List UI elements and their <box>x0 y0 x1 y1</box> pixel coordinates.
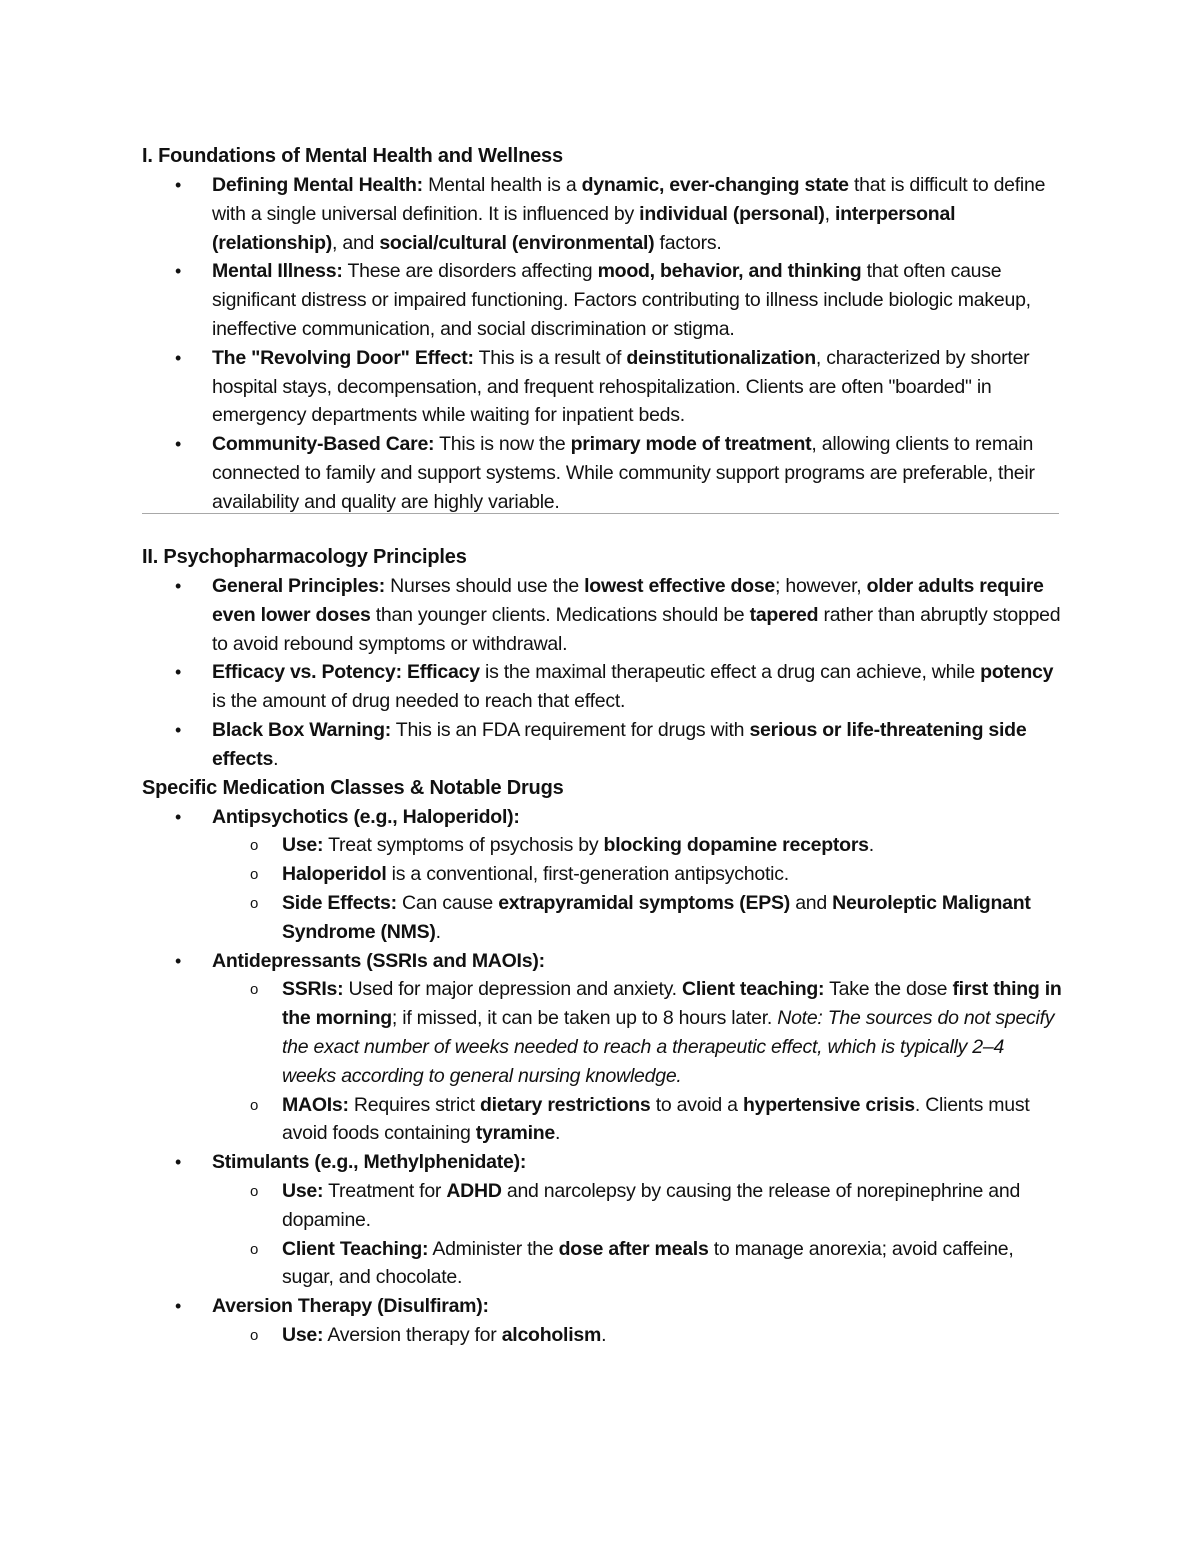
text-run: Treat symptoms of psychosis by <box>323 834 604 857</box>
bold-text: blocking dopamine receptors <box>603 834 869 857</box>
list-item <box>142 257 1062 343</box>
text-run: This is an FDA requirement for drugs with <box>390 718 750 741</box>
text-run: , <box>824 202 835 225</box>
bullet-dot-icon: • <box>175 1296 182 1317</box>
text-run: Treatment for <box>323 1179 447 1202</box>
bold-text: Black Box Warning: <box>212 718 391 741</box>
bold-text: social/cultural (environmental) <box>379 231 655 254</box>
bold-text: General Principles: <box>212 575 385 597</box>
text-run: ; if missed, it can be taken up to 8 hours later. <box>391 1007 778 1030</box>
bold-text: Antipsychotics (e.g., Haloperidol): <box>212 805 520 828</box>
bold-text: hypertensive crisis <box>742 1093 915 1116</box>
text-run: , and <box>332 231 380 254</box>
bold-text: Use: <box>282 1179 324 1202</box>
bullet-circle-icon: o <box>250 1240 259 1258</box>
bold-text: alcoholism <box>501 1323 602 1346</box>
bold-text: primary mode of treatment <box>570 433 812 456</box>
heading-medication-classes: Specific Medication Classes & Notable Drugs <box>142 776 564 799</box>
bold-text: Defining Mental Health: <box>212 174 423 196</box>
text-run: . Clients must avoid foods containing <box>282 1093 1030 1145</box>
text-run: , allowing clients to remain connected to family and support systems. While community support programs are preferable, their availability and quality are highly variable. <box>212 433 1035 513</box>
bold-text: dose after meals <box>558 1237 709 1260</box>
bold-text: Side Effects: <box>282 891 397 914</box>
list-medication-classes <box>142 803 1062 1350</box>
bold-text: Efficacy vs. Potency: <box>212 661 402 684</box>
bold-text: older adults require even lower doses <box>212 575 1044 626</box>
bold-text: Client Teaching: <box>282 1237 429 1260</box>
bold-text: Efficacy <box>407 661 480 684</box>
text-run: These are disorders affecting <box>342 260 598 283</box>
list-foundations <box>142 171 1062 517</box>
text-run: . <box>601 1323 607 1346</box>
text-run: is a conventional, first-generation antipsychotic. <box>386 863 789 886</box>
bold-text: Aversion Therapy (Disulfiram): <box>212 1295 489 1318</box>
text-run: Aversion therapy for <box>323 1323 502 1346</box>
list-item <box>142 171 1062 257</box>
text-run: Requires strict <box>348 1093 480 1116</box>
bullet-dot-icon: • <box>175 175 182 195</box>
text-run: . <box>435 920 441 943</box>
text-run: Administer the <box>428 1237 559 1260</box>
sub-list <box>212 1177 1062 1292</box>
text-run: than younger clients. Medications should be <box>370 603 750 626</box>
bullet-circle-icon: o <box>250 1096 259 1114</box>
text-run: and <box>790 891 833 914</box>
bullet-dot-icon: • <box>175 347 182 368</box>
bullet-circle-icon: o <box>250 837 259 855</box>
text-run: Used for major depression and anxiety. <box>343 978 683 1001</box>
italic-note: Note: The sources do not specify the exact number of weeks needed to reach a therapeutic effect, which is typically 2–4 weeks according to general nursing knowledge. <box>282 1007 1055 1087</box>
text-run: . <box>555 1122 561 1145</box>
text-run: and narcolepsy by causing the release of norepinephrine and dopamine. <box>282 1179 1021 1231</box>
list-item <box>142 658 1062 716</box>
bullet-dot-icon: • <box>175 719 182 740</box>
bold-text: dynamic, ever-changing state <box>581 174 849 196</box>
text-run: Mental health is a <box>422 174 582 196</box>
bold-text: Use: <box>282 834 324 857</box>
list-item <box>142 1148 1062 1292</box>
sub-list <box>212 975 1062 1148</box>
bullet-dot-icon: • <box>175 662 182 683</box>
text-run: Nurses should use the <box>385 575 585 597</box>
sub-list-item <box>212 831 1062 860</box>
list-item <box>142 344 1062 430</box>
bold-text: Client teaching: <box>682 978 825 1001</box>
bold-text: Stimulants (e.g., Methylphenidate): <box>212 1151 527 1174</box>
bullet-dot-icon: • <box>175 434 182 455</box>
sub-list-item <box>212 860 1062 889</box>
bold-text: Community-Based Care: <box>212 433 435 456</box>
bullet-dot-icon: • <box>175 1152 182 1173</box>
list-item <box>142 947 1062 1149</box>
list-item <box>142 430 1062 516</box>
bold-text: Use: <box>282 1323 324 1346</box>
list-item <box>142 803 1062 947</box>
list-item <box>142 716 1062 774</box>
bold-text: deinstitutionalization <box>626 346 816 369</box>
bold-text: extrapyramidal symptoms (EPS) <box>498 891 791 914</box>
text-run: . <box>273 747 279 770</box>
sub-list-item <box>212 1091 1062 1149</box>
text-run: that often cause significant distress or impaired functioning. Factors contributing to illness include biologic makeup, ineffective communication, and social discrimination or stigma. <box>212 260 1031 340</box>
list-psychopharmacology <box>142 572 1062 774</box>
section-foundations <box>142 140 1062 517</box>
text-run: . <box>868 834 874 857</box>
text-run: to avoid a <box>650 1093 743 1116</box>
text-run: ; however, <box>775 575 867 597</box>
sub-list <box>212 831 1062 946</box>
bold-text: interpersonal (relationship) <box>212 202 956 254</box>
bold-text: SSRIs: <box>282 978 344 1001</box>
text-run: is the maximal therapeutic effect a drug can achieve, while <box>479 661 981 684</box>
bullet-circle-icon: o <box>250 1326 259 1344</box>
text-run: Can cause <box>396 891 499 914</box>
list-item <box>142 572 1062 658</box>
text-run: This is now the <box>434 433 571 456</box>
sub-list-item <box>212 1321 1062 1350</box>
bold-text: MAOIs: <box>282 1093 349 1116</box>
bold-text: The "Revolving Door" Effect: <box>212 346 474 369</box>
bold-text: lowest effective dose <box>584 575 776 597</box>
horizontal-divider <box>142 513 1059 514</box>
text-run: to manage anorexia; avoid caffeine, sugar, and chocolate. <box>282 1237 1014 1289</box>
bold-text: Neuroleptic Malignant Syndrome (NMS) <box>282 891 1031 943</box>
bold-text: mood, behavior, and thinking <box>597 260 862 283</box>
text-run: rather than abruptly stopped to avoid rebound symptoms or withdrawal. <box>212 603 1061 655</box>
bold-text: ADHD <box>446 1179 502 1202</box>
bold-text: potency <box>980 661 1054 684</box>
text-run: Take the dose <box>824 978 953 1001</box>
bold-text: Haloperidol <box>282 863 387 886</box>
bold-text: tapered <box>749 603 819 626</box>
bold-text: Mental Illness: <box>212 260 343 283</box>
sub-list-item <box>212 1177 1062 1235</box>
section-psychopharmacology <box>142 543 1062 1350</box>
bullet-dot-icon: • <box>175 576 182 596</box>
heading-psychopharmacology: II. Psychopharmacology Principles <box>142 546 467 568</box>
bold-text: first thing in the morning <box>282 978 1062 1030</box>
sub-list-item <box>212 1235 1062 1293</box>
bullet-circle-icon: o <box>250 981 259 999</box>
bullet-circle-icon: o <box>250 866 259 884</box>
text-run: factors. <box>654 231 722 254</box>
bold-text: tyramine <box>475 1122 556 1145</box>
bold-text: dietary restrictions <box>479 1093 651 1116</box>
sub-list-item <box>212 889 1062 947</box>
bullet-circle-icon: o <box>250 894 259 912</box>
bullet-dot-icon: • <box>175 806 182 827</box>
sub-list <box>212 1321 1062 1350</box>
bold-text: Antidepressants (SSRIs and MAOIs): <box>212 949 545 972</box>
bullet-dot-icon: • <box>175 261 182 282</box>
bullet-dot-icon: • <box>175 950 182 971</box>
bold-text: individual (personal) <box>639 202 825 225</box>
bold-text: serious or life-threatening side effects <box>212 718 1027 770</box>
sub-list-item <box>212 975 1062 1090</box>
text-run: This is a result of <box>473 346 627 369</box>
text-run: , characterized by shorter hospital stays, decompensation, and frequent rehospitalization. Clients are often "boarded" in emergency departments while waiting for inpatient beds. <box>212 346 1030 427</box>
text-run: is the amount of drug needed to reach that effect. <box>212 690 626 713</box>
text-run: that is difficult to define with a single universal definition. It is influenced by <box>212 174 1046 225</box>
bullet-circle-icon: o <box>250 1182 259 1200</box>
list-item <box>142 1292 1062 1350</box>
heading-foundations: I. Foundations of Mental Health and Wellness <box>142 145 563 167</box>
